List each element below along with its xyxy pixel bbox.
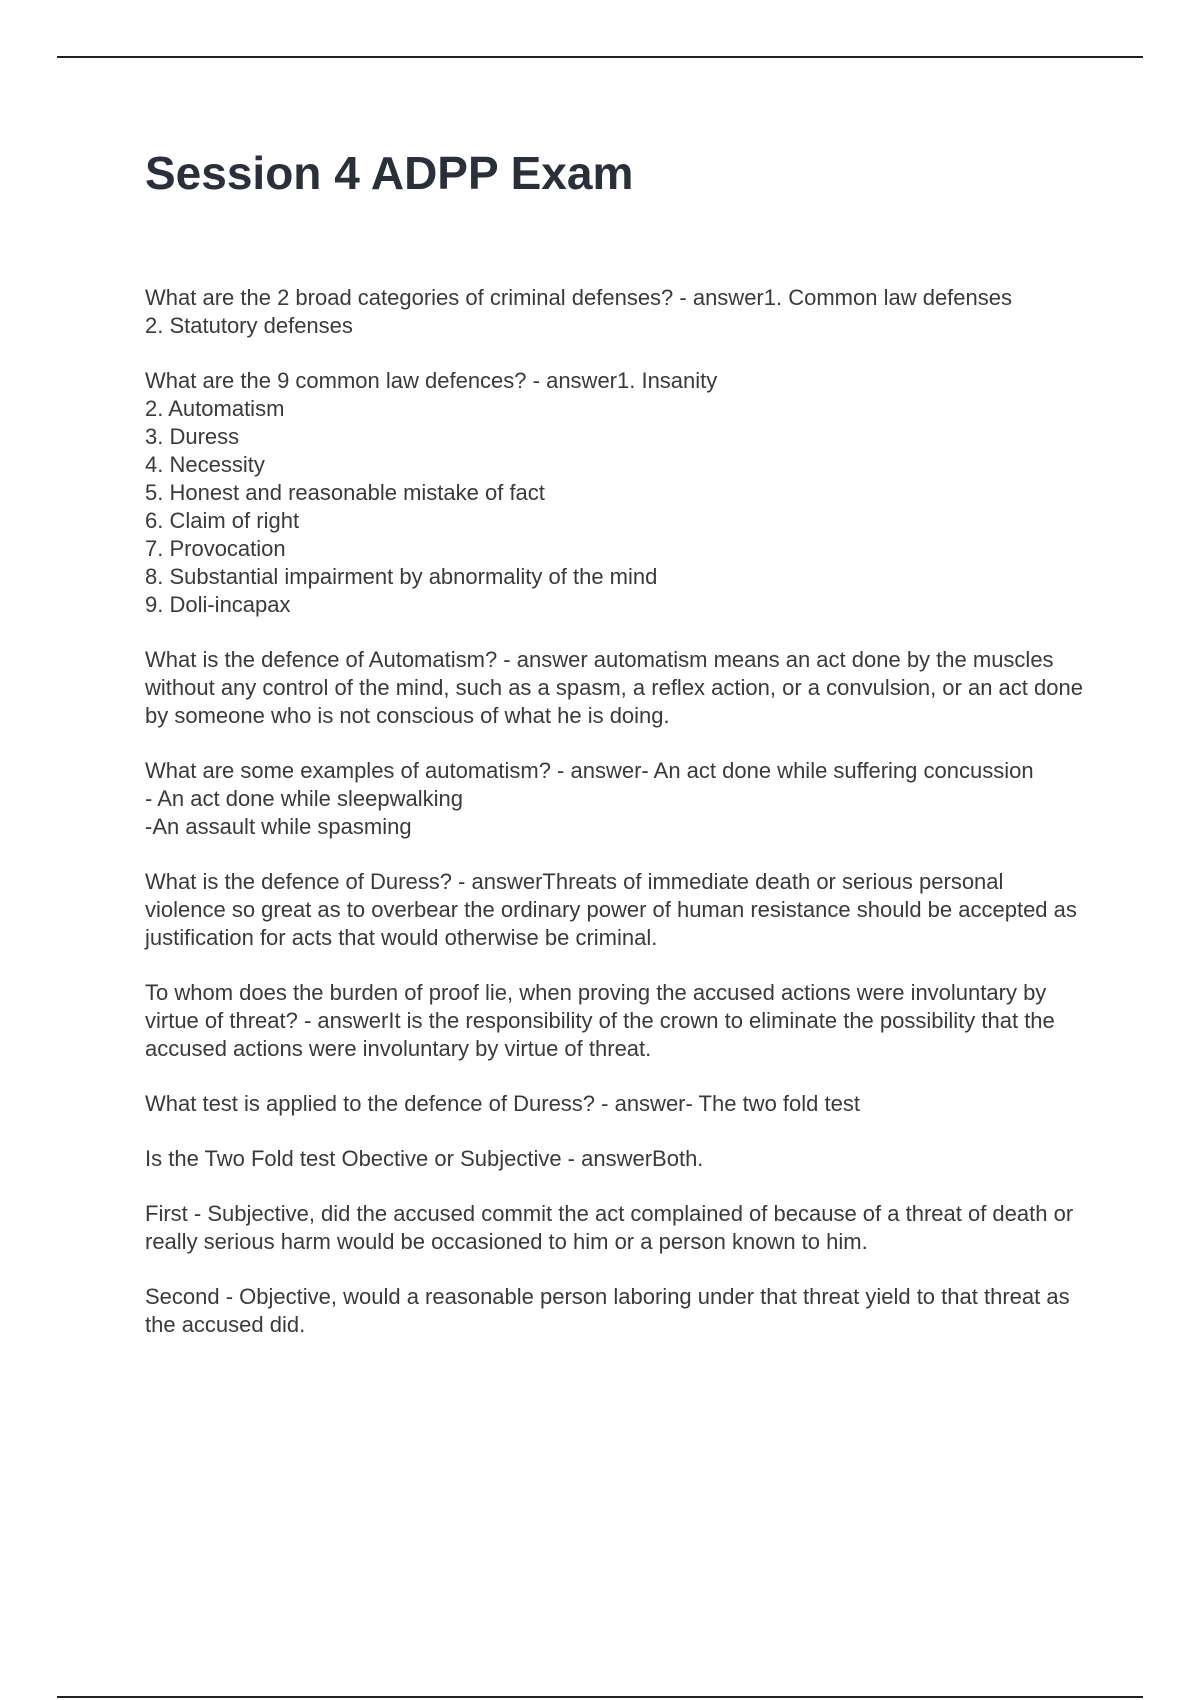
- qa-item-8: Is the Two Fold test Obective or Subjective - answerBoth.: [145, 1146, 704, 1171]
- qa-item-10: Second - Objective, would a reasonable person laboring under that threat yield to that threat as the accused did.: [145, 1284, 1070, 1337]
- bottom-divider: [57, 1696, 1143, 1698]
- qa-item-3: What is the defence of Automatism? - answer automatism means an act done by the muscles without any control of the mind, such as a spasm, a reflex action, or a convulsion, or an act done by someone who is not conscious of what he is doing.: [145, 647, 1083, 728]
- top-divider: [57, 56, 1143, 58]
- qa-item-6: To whom does the burden of proof lie, when proving the accused actions were involuntary by virtue of threat? - answerIt is the responsibility of the crown to eliminate the possibility that the accused actions were involuntary by virtue of threat.: [145, 980, 1055, 1061]
- qa-item-1: What are the 2 broad categories of criminal defenses? - answer1. Common law defenses 2. Statutory defenses: [145, 285, 1012, 338]
- qa-item-5: What is the defence of Duress? - answerThreats of immediate death or serious personal violence so great as to overbear the ordinary power of human resistance should be accepted as justification for acts that would otherwise be criminal.: [145, 869, 1077, 950]
- qa-list: [145, 284, 1085, 1366]
- qa-item-2: What are the 9 common law defences? - answer1. Insanity 2. Automatism 3. Duress 4. Necessity 5. Honest and reasonable mistake of fact 6. Claim of right 7. Provocation 8. Substantial impairment by abnormality of the mind 9. Doli-incapax: [145, 368, 718, 617]
- qa-item-4: What are some examples of automatism? - answer- An act done while suffering concussion - An act done while sleepwalking -An assault while spasming: [145, 758, 1034, 839]
- document-title: Session 4 ADPP Exam: [145, 147, 634, 199]
- qa-item-7: What test is applied to the defence of Duress? - answer- The two fold test: [145, 1091, 860, 1116]
- qa-item-9: First - Subjective, did the accused commit the act complained of because of a threat of death or really serious harm would be occasioned to him or a person known to him.: [145, 1201, 1074, 1254]
